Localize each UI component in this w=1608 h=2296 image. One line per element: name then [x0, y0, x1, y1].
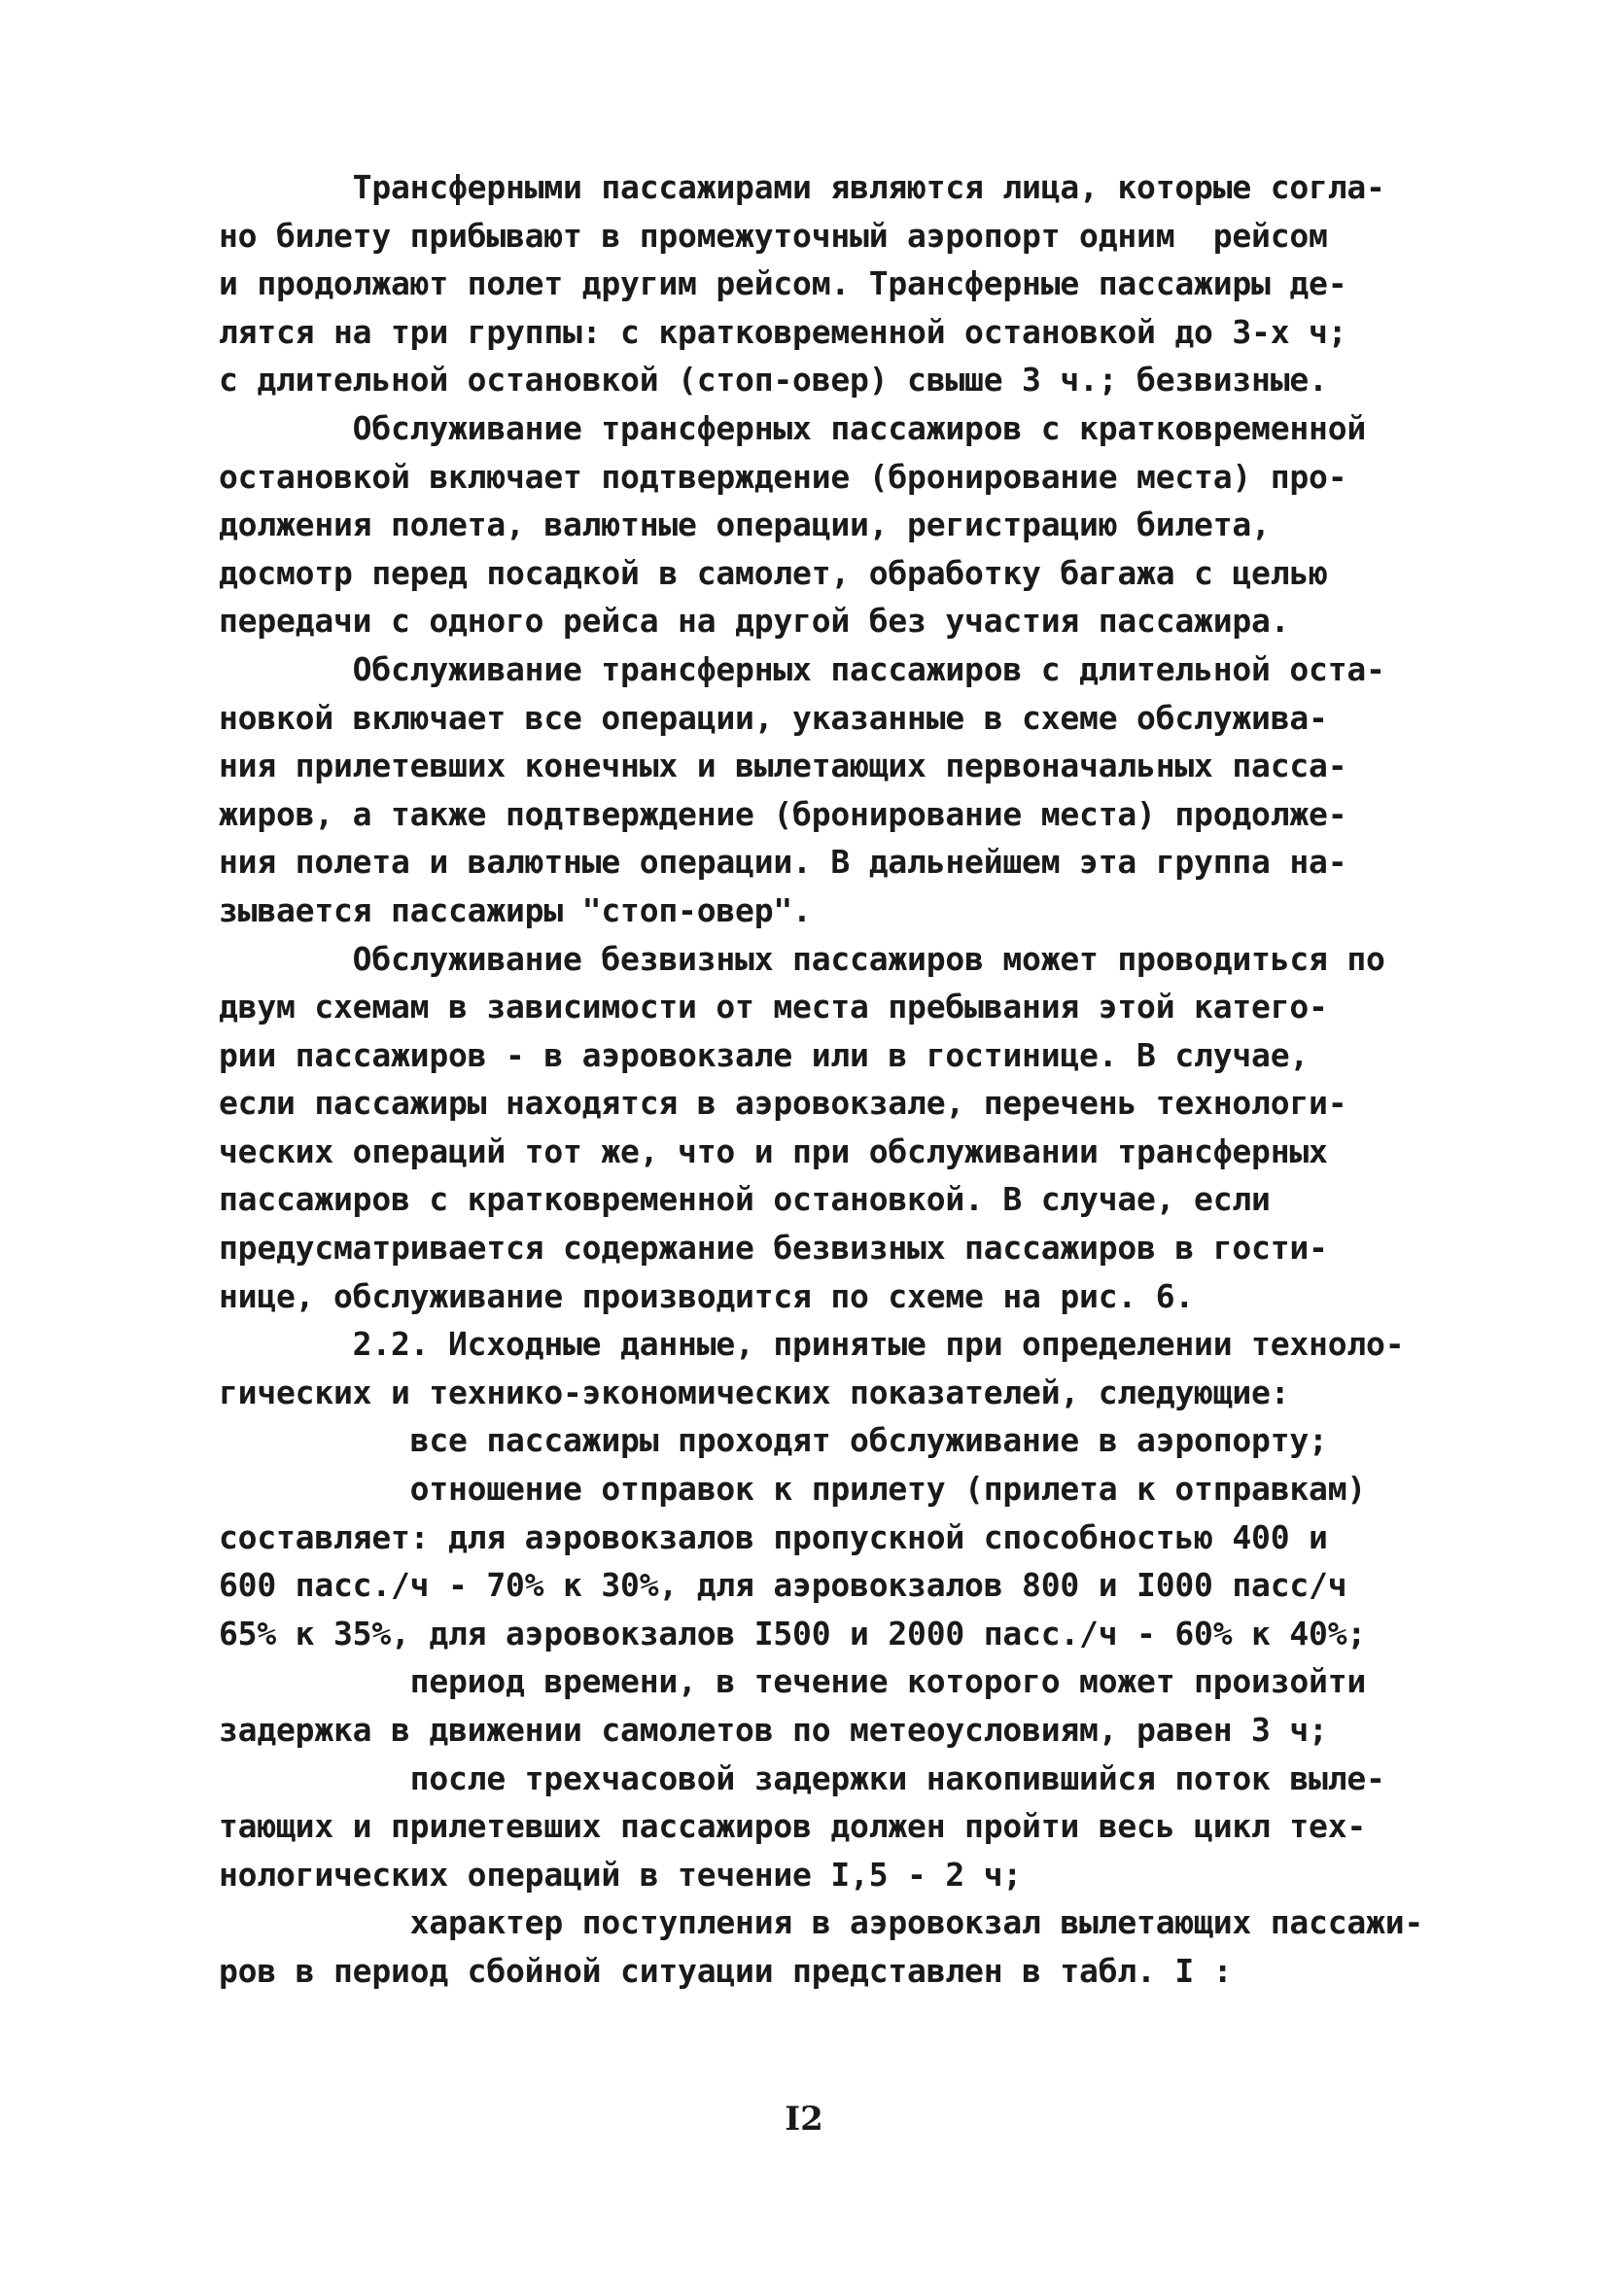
text-line: рии пассажиров - в аэровокзале или в гостинице. В случае,: [219, 1035, 1310, 1074]
text-line: нологических операций в течение I,5 - 2 ч;: [219, 1855, 1023, 1894]
text-line: лятся на три группы: с кратковременной остановкой до 3-х ч;: [219, 312, 1347, 351]
text-line: все пассажиры проходят обслуживание в аэропорту;: [219, 1421, 1328, 1460]
document-body: [219, 163, 1434, 1996]
text-line: отношение отправок к прилету (прилета к отправкам): [219, 1470, 1367, 1509]
text-line: ния прилетевших конечных и вылетающих первоначальных пасса-: [219, 747, 1347, 785]
text-line: предусматривается содержание безвизных пассажиров в гости-: [219, 1229, 1328, 1268]
text-line: остановкой включает подтверждение (бронирование места) про-: [219, 457, 1347, 496]
text-line: 65% к 35%, для аэровокзалов I500 и 2000 пасс./ч - 60% к 40%;: [219, 1614, 1367, 1652]
text-line: двум схемам в зависимости от места пребывания этой катего-: [219, 988, 1328, 1026]
text-line: новкой включает все операции, указанные в схеме обслужива-: [219, 698, 1328, 737]
text-line: составляет: для аэровокзалов пропускной способностью 400 и: [219, 1517, 1328, 1556]
text-line: с длительной остановкой (стоп-овер) свыше 3 ч.; безвизные.: [219, 361, 1328, 400]
text-line: гических и технико-экономических показателей, следующие:: [219, 1373, 1290, 1411]
text-line: ния полета и валютные операции. В дальнейшем эта группа на-: [219, 843, 1347, 882]
text-line: после трехчасовой задержки накопившийся поток выле-: [219, 1758, 1385, 1797]
text-line: но билету прибывают в промежуточный аэропорт одним рейсом: [219, 216, 1328, 255]
text-line: должения полета, валютные операции, регистрацию билета,: [219, 505, 1271, 544]
text-line: Обслуживание безвизных пассажиров может проводиться по: [219, 939, 1385, 978]
text-line: Обслуживание трансферных пассажиров с длительной оста-: [219, 649, 1385, 688]
text-line: жиров, а также подтверждение (бронирование места) продолже-: [219, 794, 1347, 833]
text-line: если пассажиры находятся в аэровокзале, перечень технологи-: [219, 1084, 1347, 1123]
text-line: 2.2. Исходные данные, принятые при определении техноло-: [219, 1325, 1405, 1364]
text-line: характер поступления в аэровокзал вылетающих пассажи-: [219, 1903, 1424, 1942]
text-line: период времени, в течение которого может произойти: [219, 1662, 1367, 1701]
text-line: задержка в движении самолетов по метеоусловиям, равен 3 ч;: [219, 1711, 1328, 1749]
text-line: тающих и прилетевших пассажиров должен пройти весь цикл тех-: [219, 1807, 1367, 1846]
text-line: передачи с одного рейса на другой без участия пассажира.: [219, 602, 1290, 641]
text-line: Трансферными пассажирами являются лица, которые согла-: [219, 168, 1385, 206]
text-line: нице, обслуживание производится по схеме на рис. 6.: [219, 1276, 1195, 1315]
text-line: и продолжают полет другим рейсом. Трансферные пассажиры де-: [219, 264, 1347, 303]
page-number: I2: [785, 2100, 823, 2139]
text-line: 600 пасс./ч - 70% к 30%, для аэровокзалов 800 и I000 пасс/ч: [219, 1566, 1347, 1605]
text-line: досмотр перед посадкой в самолет, обработку багажа с целью: [219, 553, 1328, 592]
text-line: пассажиров с кратковременной остановкой. В случае, если: [219, 1180, 1271, 1219]
text-line: ческих операций тот же, что и при обслуживании трансферных: [219, 1131, 1328, 1170]
text-line: Обслуживание трансферных пассажиров с кратковременной: [219, 408, 1367, 447]
text-line: ров в период сбойной ситуации представлен в табл. I :: [219, 1951, 1233, 1990]
text-line: зывается пассажиры "стоп-овер".: [219, 890, 812, 929]
